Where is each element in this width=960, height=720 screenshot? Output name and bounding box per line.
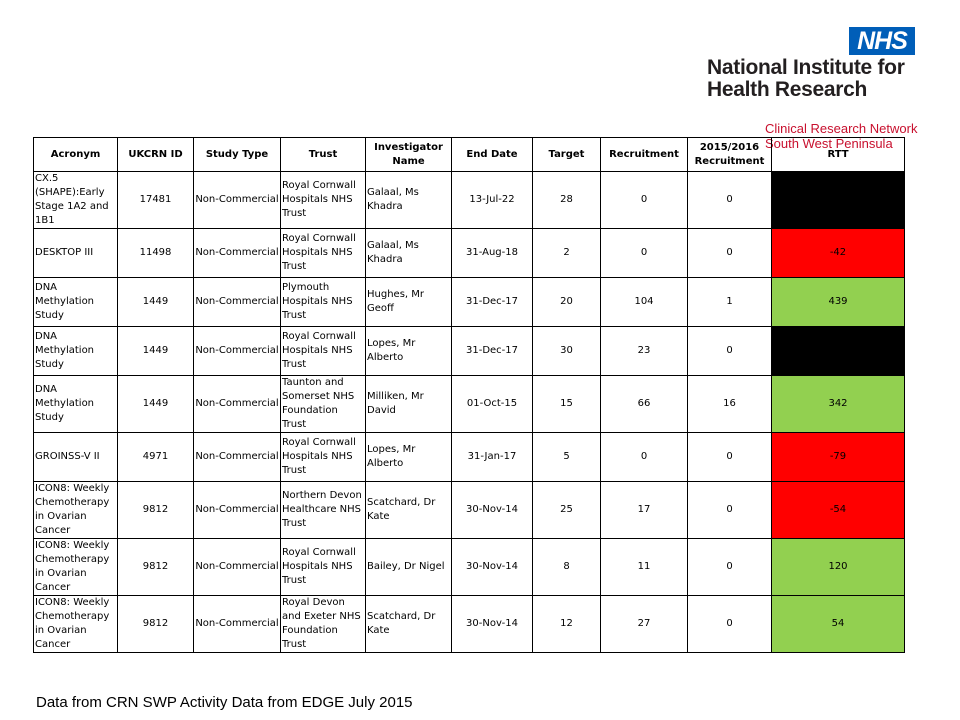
cell-recruitment: 0 — [601, 229, 688, 278]
cell-investigator: Galaal, Ms Khadra — [366, 172, 452, 229]
cell-ukcrn-id: 4971 — [118, 433, 194, 482]
cell-target: 30 — [533, 327, 601, 376]
cell-ukcrn-id: 1449 — [118, 327, 194, 376]
nhs-logo-badge: NHS — [849, 27, 915, 55]
cell-target: 2 — [533, 229, 601, 278]
cell-recruitment-2015-2016: 0 — [688, 482, 772, 539]
cell-investigator: Lopes, Mr Alberto — [366, 327, 452, 376]
cell-rtt — [772, 172, 905, 229]
cell-rtt: 342 — [772, 376, 905, 433]
cell-trust: Taunton and Somerset NHS Foundation Trust — [281, 376, 366, 433]
table-row — [34, 327, 905, 376]
header-rtt: RTT — [772, 138, 905, 172]
cell-recruitment: 0 — [601, 172, 688, 229]
cell-trust: Royal Cornwall Hospitals NHS Trust — [281, 172, 366, 229]
cell-study-type: Non-Commercial — [194, 229, 281, 278]
cell-investigator: Scatchard, Dr Kate — [366, 596, 452, 653]
cell-study-type: Non-Commercial — [194, 482, 281, 539]
header-study-type: Study Type — [194, 138, 281, 172]
cell-recruitment-2015-2016: 16 — [688, 376, 772, 433]
cell-end-date: 13-Jul-22 — [452, 172, 533, 229]
cell-investigator: Scatchard, Dr Kate — [366, 482, 452, 539]
cell-study-type: Non-Commercial — [194, 172, 281, 229]
cell-recruitment-2015-2016: 0 — [688, 229, 772, 278]
cell-end-date: 31-Jan-17 — [452, 433, 533, 482]
cell-study-type: Non-Commercial — [194, 327, 281, 376]
cell-trust: Royal Cornwall Hospitals NHS Trust — [281, 327, 366, 376]
cell-recruitment-2015-2016: 0 — [688, 433, 772, 482]
cell-ukcrn-id: 1449 — [118, 278, 194, 327]
cell-recruitment-2015-2016: 0 — [688, 172, 772, 229]
cell-ukcrn-id: 9812 — [118, 539, 194, 596]
cell-target: 20 — [533, 278, 601, 327]
cell-rtt — [772, 327, 905, 376]
cell-ukcrn-id: 17481 — [118, 172, 194, 229]
cell-acronym: ICON8: Weekly Chemotherapy in Ovarian Cancer — [34, 482, 118, 539]
header-target: Target — [533, 138, 601, 172]
cell-recruitment: 11 — [601, 539, 688, 596]
header-end-date: End Date — [452, 138, 533, 172]
table-row — [34, 433, 905, 482]
cell-end-date: 30-Nov-14 — [452, 539, 533, 596]
header-ukcrn-id: UKCRN ID — [118, 138, 194, 172]
cell-investigator: Milliken, Mr David — [366, 376, 452, 433]
cell-ukcrn-id: 11498 — [118, 229, 194, 278]
cell-recruitment: 66 — [601, 376, 688, 433]
cell-ukcrn-id: 9812 — [118, 596, 194, 653]
cell-target: 15 — [533, 376, 601, 433]
cell-ukcrn-id: 9812 — [118, 482, 194, 539]
table-row — [34, 596, 905, 653]
organisation-name-line2: Health Research — [707, 78, 868, 101]
cell-acronym: DESKTOP III — [34, 229, 118, 278]
cell-recruitment-2015-2016: 0 — [688, 596, 772, 653]
cell-recruitment: 27 — [601, 596, 688, 653]
cell-end-date: 31-Aug-18 — [452, 229, 533, 278]
header-trust: Trust — [281, 138, 366, 172]
table-header-row — [34, 138, 905, 172]
cell-investigator: Galaal, Ms Khadra — [366, 229, 452, 278]
cell-study-type: Non-Commercial — [194, 539, 281, 596]
cell-acronym: GROINSS-V II — [34, 433, 118, 482]
cell-trust: Royal Cornwall Hospitals NHS Trust — [281, 229, 366, 278]
study-recruitment-table — [33, 137, 905, 653]
cell-target: 5 — [533, 433, 601, 482]
cell-recruitment: 104 — [601, 278, 688, 327]
cell-investigator: Bailey, Dr Nigel — [366, 539, 452, 596]
table-body — [34, 172, 905, 653]
cell-rtt: 120 — [772, 539, 905, 596]
cell-end-date: 30-Nov-14 — [452, 482, 533, 539]
cell-rtt: 54 — [772, 596, 905, 653]
cell-target: 25 — [533, 482, 601, 539]
cell-acronym: ICON8: Weekly Chemotherapy in Ovarian Cancer — [34, 539, 118, 596]
nihr-logo — [705, 25, 920, 155]
cell-acronym: DNA Methylation Study — [34, 278, 118, 327]
cell-study-type: Non-Commercial — [194, 278, 281, 327]
cell-investigator: Hughes, Mr Geoff — [366, 278, 452, 327]
table-row — [34, 278, 905, 327]
header-acronym: Acronym — [34, 138, 118, 172]
cell-acronym: DNA Methylation Study — [34, 327, 118, 376]
table-row — [34, 376, 905, 433]
cell-target: 28 — [533, 172, 601, 229]
organisation-name — [707, 57, 905, 101]
organisation-name-line1: National Institute for — [707, 56, 905, 79]
cell-recruitment: 0 — [601, 433, 688, 482]
cell-study-type: Non-Commercial — [194, 433, 281, 482]
cell-trust: Royal Cornwall Hospitals NHS Trust — [281, 539, 366, 596]
network-name-line2: South West Peninsula — [765, 136, 893, 151]
data-source-note: Data from CRN SWP Activity Data from EDGE July 2015 — [36, 694, 413, 711]
cell-acronym: DNA Methylation Study — [34, 376, 118, 433]
cell-trust: Northern Devon Healthcare NHS Trust — [281, 482, 366, 539]
cell-target: 12 — [533, 596, 601, 653]
cell-rtt: -79 — [772, 433, 905, 482]
cell-recruitment: 17 — [601, 482, 688, 539]
cell-acronym: CX.5 (SHAPE):Early Stage 1A2 and 1B1 — [34, 172, 118, 229]
header-recruitment-2015-2016: 2015/2016 Recruitment — [688, 138, 772, 172]
table-row — [34, 539, 905, 596]
cell-investigator: Lopes, Mr Alberto — [366, 433, 452, 482]
cell-trust: Royal Devon and Exeter NHS Foundation Trust — [281, 596, 366, 653]
cell-end-date: 31-Dec-17 — [452, 278, 533, 327]
cell-study-type: Non-Commercial — [194, 596, 281, 653]
cell-rtt: -54 — [772, 482, 905, 539]
cell-study-type: Non-Commercial — [194, 376, 281, 433]
header-investigator-name: Investigator Name — [366, 138, 452, 172]
table-row — [34, 482, 905, 539]
cell-end-date: 01-Oct-15 — [452, 376, 533, 433]
cell-target: 8 — [533, 539, 601, 596]
header-recruitment: Recruitment — [601, 138, 688, 172]
cell-rtt: -42 — [772, 229, 905, 278]
table-row — [34, 172, 905, 229]
cell-trust: Plymouth Hospitals NHS Trust — [281, 278, 366, 327]
cell-recruitment-2015-2016: 0 — [688, 327, 772, 376]
cell-recruitment-2015-2016: 1 — [688, 278, 772, 327]
cell-acronym: ICON8: Weekly Chemotherapy in Ovarian Cancer — [34, 596, 118, 653]
cell-rtt: 439 — [772, 278, 905, 327]
cell-end-date: 30-Nov-14 — [452, 596, 533, 653]
table-row — [34, 229, 905, 278]
cell-ukcrn-id: 1449 — [118, 376, 194, 433]
network-name-line1: Clinical Research Network — [765, 121, 918, 136]
cell-trust: Royal Cornwall Hospitals NHS Trust — [281, 433, 366, 482]
cell-recruitment: 23 — [601, 327, 688, 376]
cell-recruitment-2015-2016: 0 — [688, 539, 772, 596]
cell-end-date: 31-Dec-17 — [452, 327, 533, 376]
